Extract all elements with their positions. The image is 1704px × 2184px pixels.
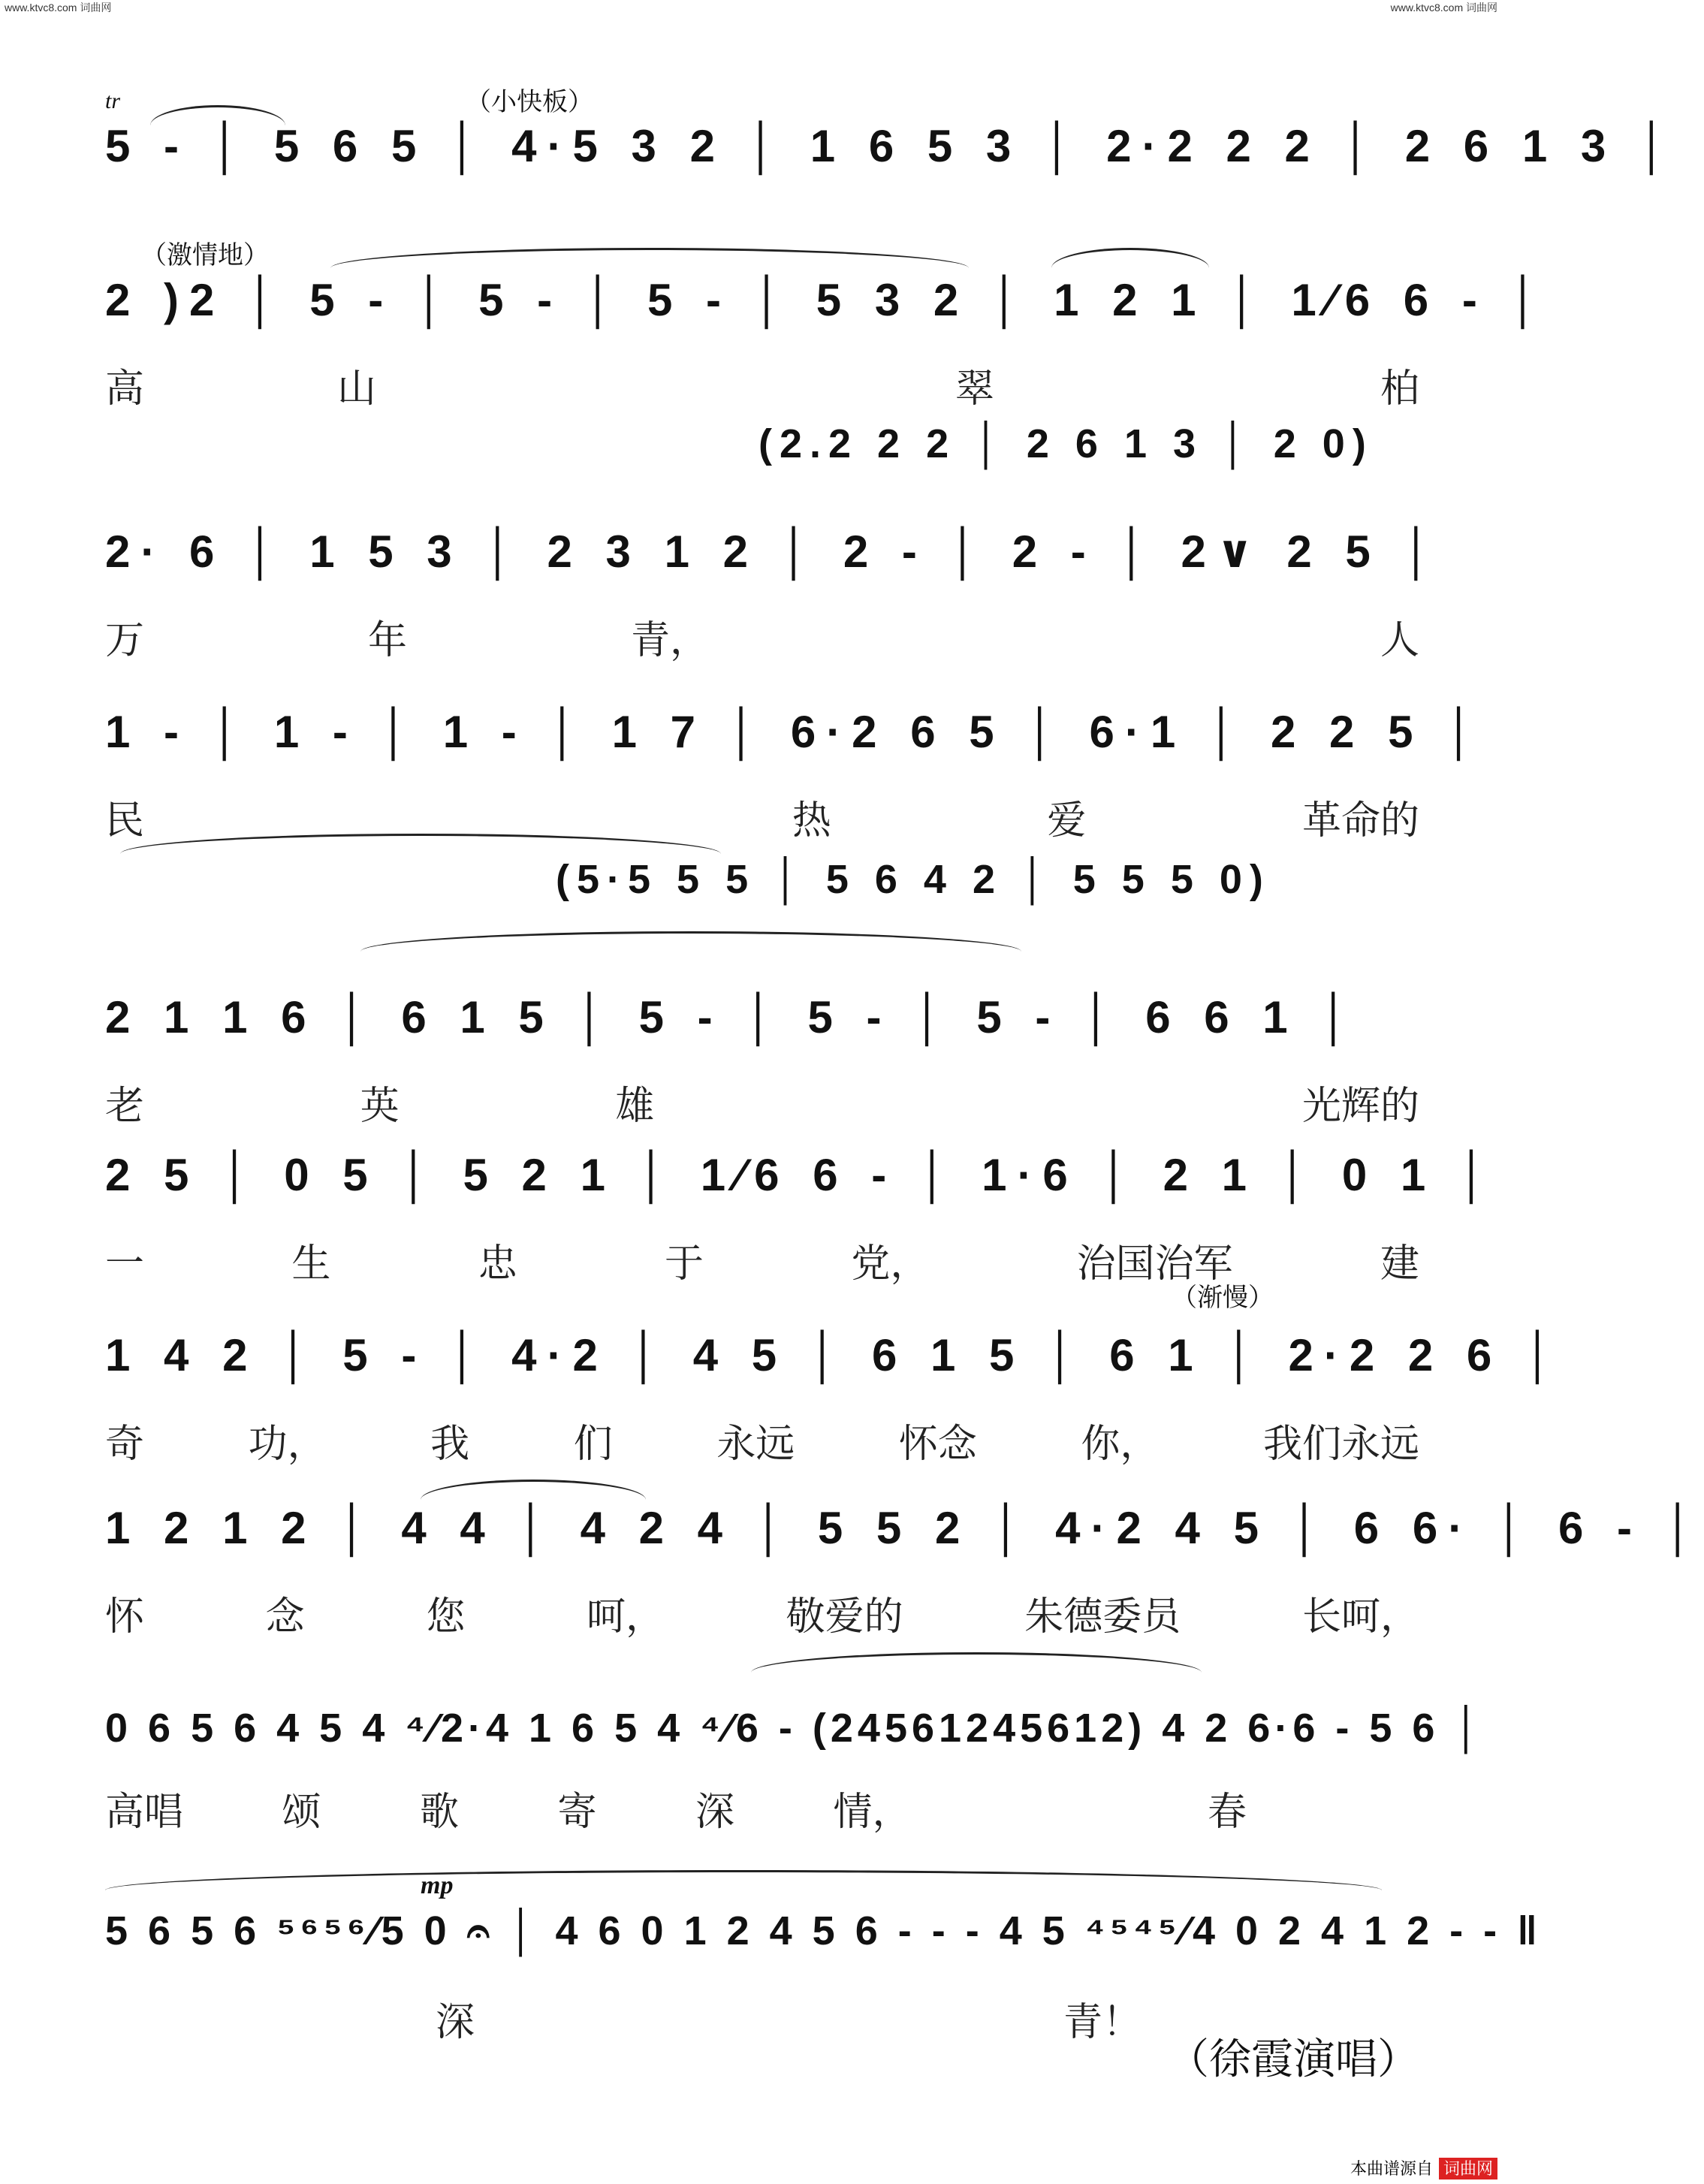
lyric: 民 — [105, 798, 145, 843]
lyric: 英 — [360, 1084, 400, 1129]
lyrics-line — [436, 1990, 1142, 2047]
slur — [105, 1870, 1382, 1890]
footer-source: 本曲谱源自 — [1350, 2159, 1433, 2178]
slur — [1051, 248, 1209, 268]
tempo-marking-2: （渐慢） — [1172, 1283, 1274, 1313]
notation-line: 2 5 │ 0 5 │ 5 2 1 │ 1⁄6 6 - │ 1·6 │ 2 1 │ 0 1 │ — [105, 1150, 1498, 1200]
lyrics-line — [105, 1780, 1247, 1836]
slur — [751, 1652, 1202, 1673]
lyric: 永远 — [716, 1422, 795, 1467]
lyric: 念 — [265, 1594, 305, 1640]
slur — [360, 931, 1021, 952]
site-header-left: www.ktvc8.com 词曲网 — [5, 2, 112, 14]
lyric: 老 — [105, 1084, 145, 1129]
lyric: 治国治军 — [1076, 1241, 1233, 1287]
notation-line: 5 6 5 6 ⁵⁶⁵⁶⁄5 0 𝄐 │ 4 6 0 1 2 4 5 6 - - - 4 5 ⁴⁵⁴⁵⁄4 0 2 4 1 2 - - ‖ — [105, 1908, 1542, 1953]
dynamic-marking: mp — [421, 1872, 454, 1899]
lyric: 歌 — [420, 1790, 460, 1835]
accompaniment-line: (5·5 5 5 │ 5 6 4 2 │ 5 5 5 0) — [556, 857, 1271, 902]
lyrics-line — [105, 1585, 1419, 1641]
lyric: 光辉的 — [1301, 1084, 1419, 1129]
lyric: 深 — [695, 1790, 735, 1835]
lyric: 革命的 — [1301, 798, 1419, 843]
notation-line: 1 - │ 1 - │ 1 - │ 1 7 │ 6·2 6 5 │ 6·1 │ 2 2 5 │ — [105, 707, 1485, 757]
lyric: 您 — [426, 1594, 466, 1640]
slur — [421, 1480, 646, 1500]
lyric: 长呵， — [1301, 1594, 1419, 1640]
notation-line: 1 4 2 │ 5 - │ 4·2 │ 4 5 │ 6 1 5 │ 6 1 │ 2·2 2 6 │ — [105, 1330, 1564, 1380]
lyric: 颂 — [282, 1790, 321, 1835]
lyric: 青！ — [1063, 2000, 1142, 2045]
notation-line: 5 - │ 5 6 5 │ 4·5 3 2 │ 1 6 5 3 │ 2·2 2 2 │ 2 6 1 3 │ — [105, 121, 1678, 171]
lyrics-line — [105, 789, 1419, 845]
lyric: 人 — [1380, 618, 1419, 663]
lyrics-line — [105, 1232, 1419, 1288]
lyric: 生 — [291, 1241, 331, 1287]
lyric: 年 — [368, 618, 408, 663]
tempo-marking-1: （小快板） — [466, 87, 593, 117]
lyric: 翠 — [955, 367, 994, 412]
lyric: 高唱 — [105, 1790, 184, 1835]
accompaniment-line: (2.2 2 2 │ 2 6 1 3 │ 2 0) — [759, 421, 1374, 466]
lyric: 春 — [1207, 1790, 1247, 1835]
performer-credit: （徐霞演唱） — [1167, 2035, 1419, 2084]
lyric: 一 — [105, 1241, 145, 1287]
lyric: 山 — [337, 367, 377, 412]
lyrics-line — [105, 357, 1419, 413]
lyric: 青， — [631, 618, 710, 663]
lyric: 你， — [1081, 1422, 1160, 1467]
lyric: 呵， — [586, 1594, 665, 1640]
lyric: 怀 — [105, 1594, 145, 1640]
expression-marking: （激情地） — [141, 240, 269, 270]
slur — [330, 248, 969, 268]
lyric: 热 — [792, 798, 831, 843]
lyric: 柏 — [1380, 367, 1419, 412]
lyric: 深 — [436, 2000, 475, 2045]
trill-mark: tr — [105, 89, 121, 113]
site-header-right: www.ktvc8.com 词曲网 — [1390, 2, 1497, 14]
lyric: 敬爱的 — [786, 1594, 903, 1640]
lyric: 我们永远 — [1262, 1422, 1419, 1467]
lyric: 于 — [664, 1241, 704, 1287]
source-footer — [1350, 2156, 1497, 2179]
lyric: 朱德委员 — [1024, 1594, 1181, 1640]
lyric: 爱 — [1047, 798, 1087, 843]
notation-line: 2· 6 │ 1 5 3 │ 2 3 1 2 │ 2 - │ 2 - │ 2∨ 2 5 │ — [105, 526, 1443, 577]
lyric: 寄 — [557, 1790, 597, 1835]
lyric: 高 — [105, 367, 145, 412]
lyric: 们 — [573, 1422, 613, 1467]
lyrics-line — [105, 1074, 1419, 1130]
notation-line: 1 2 1 2 │ 4 4 │ 4 2 4 │ 5 5 2 │ 4·2 4 5 │ 6 6· │ 6 - │ — [105, 1503, 1704, 1553]
lyric: 万 — [105, 618, 145, 663]
lyric: 怀念 — [898, 1422, 977, 1467]
notation-line: 2 1 1 6 │ 6 1 5 │ 5 - │ 5 - │ 5 - │ 6 6 1 │ — [105, 992, 1360, 1042]
lyric: 建 — [1380, 1241, 1419, 1287]
footer-brand[interactable]: 词曲网 — [1439, 2158, 1497, 2179]
lyric: 奇 — [105, 1422, 145, 1467]
lyric: 忠 — [478, 1241, 517, 1287]
lyric: 功， — [248, 1422, 327, 1467]
lyrics-line — [105, 1412, 1419, 1468]
lyric: 党， — [851, 1241, 930, 1287]
lyrics-line — [105, 608, 1419, 665]
lyric: 我 — [430, 1422, 470, 1467]
lyric: 雄 — [615, 1084, 655, 1129]
notation-line: 0 6 5 6 4 5 4 ⁴⁄2·4 1 6 5 4 ⁴⁄6 - (24561245612) 4 2 6·6 - 5 6 │ — [105, 1706, 1485, 1751]
lyric: 情， — [833, 1790, 912, 1835]
notation-line: 2 )2 │ 5 - │ 5 - │ 5 - │ 5 3 2 │ 1 2 1 │ 1⁄6 6 - │ — [105, 275, 1549, 325]
